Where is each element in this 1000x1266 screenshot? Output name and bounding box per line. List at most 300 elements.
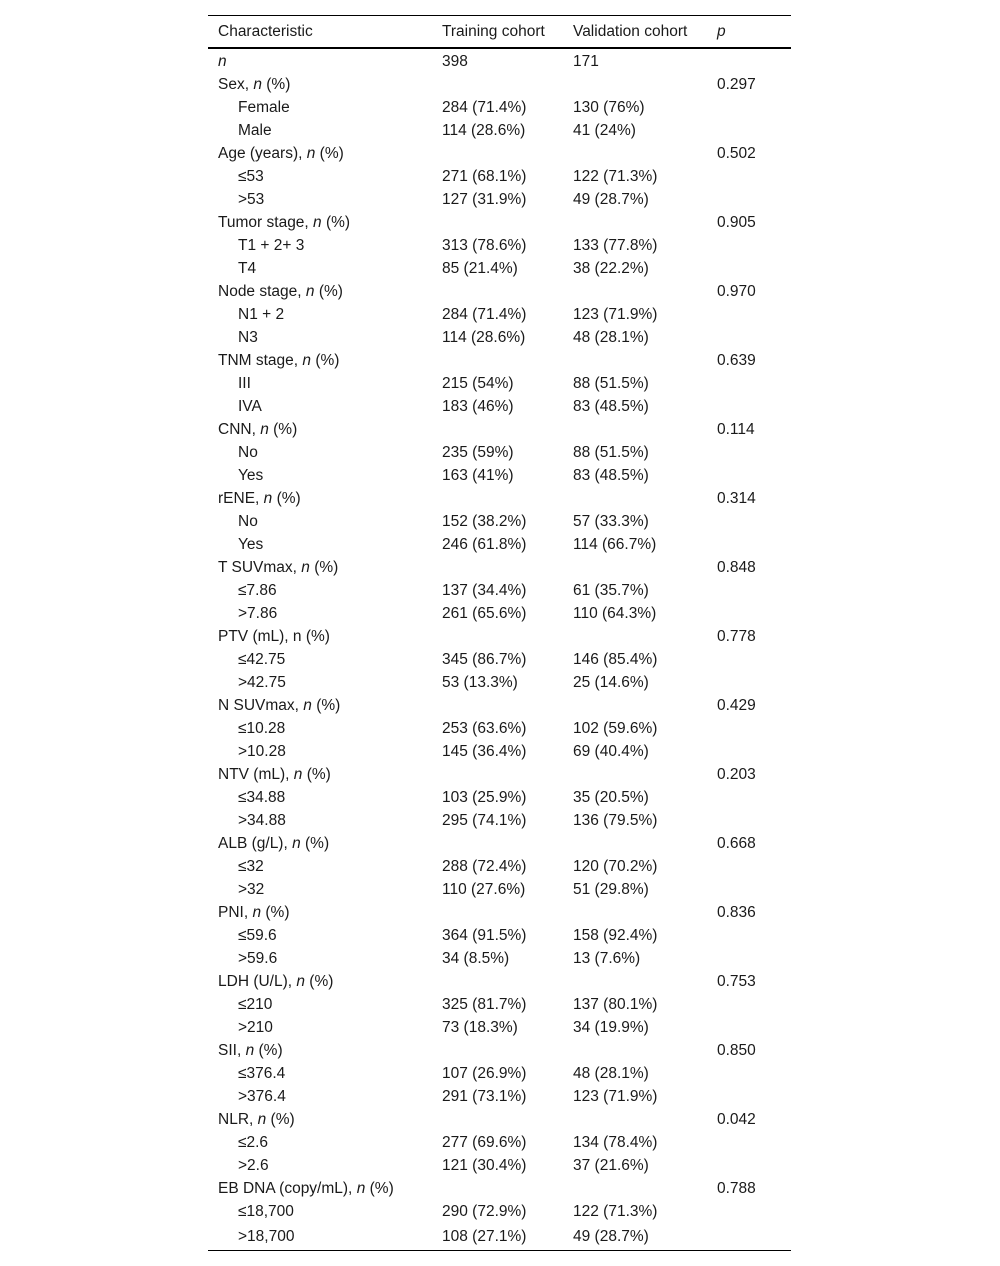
table-group-row	[208, 970, 791, 993]
p-value	[707, 809, 791, 832]
validation-cohort-value: 25 (14.6%)	[573, 674, 649, 691]
characteristic-cell	[208, 556, 432, 579]
characteristic-cell	[208, 257, 432, 280]
validation-cohort-value	[563, 1039, 707, 1062]
table-subgroup-row	[208, 326, 791, 349]
validation-cohort-value: 88 (51.5%)	[573, 375, 649, 392]
table-subgroup-row	[208, 993, 791, 1016]
characteristic-label-suffix: (%)	[300, 835, 330, 852]
p-value	[707, 188, 791, 211]
training-cohort-value: 103 (25.9%)	[442, 789, 527, 806]
characteristic-label: Yes	[238, 536, 264, 553]
table-group-row	[208, 142, 791, 165]
characteristic-label: ≤2.6	[238, 1134, 269, 1151]
training-cohort-value: 145 (36.4%)	[442, 743, 527, 760]
characteristic-label-italic: n	[257, 1111, 267, 1128]
characteristic-label-italic: n	[253, 76, 262, 93]
training-cohort-value: 183 (46%)	[442, 398, 514, 415]
p-value	[707, 1062, 791, 1085]
characteristic-label: rENE,	[218, 490, 264, 507]
training-cohort-value: 108 (27.1%)	[432, 1223, 563, 1251]
p-value	[707, 579, 791, 602]
validation-cohort-value: 88 (51.5%)	[573, 444, 649, 461]
training-cohort-value: 290 (72.9%)	[442, 1203, 527, 1220]
training-cohort-value	[432, 625, 563, 648]
p-value: 0.778	[717, 628, 756, 645]
training-cohort-value	[432, 1177, 563, 1200]
validation-cohort-value: 83 (48.5%)	[573, 467, 649, 484]
characteristic-cell	[208, 280, 432, 303]
characteristic-label-italic: n	[302, 352, 312, 369]
p-value	[707, 1131, 791, 1154]
characteristic-label-italic: n	[306, 145, 316, 162]
characteristic-cell	[208, 142, 432, 165]
training-cohort-value	[432, 280, 563, 303]
table-subgroup-row	[208, 1131, 791, 1154]
validation-cohort-value: 146 (85.4%)	[573, 651, 658, 668]
characteristic-label: PNI,	[218, 904, 253, 921]
characteristic-label: >376.4	[238, 1088, 286, 1105]
table-group-row	[208, 625, 791, 648]
table-body	[208, 48, 791, 1251]
header-training-cohort: Training cohort	[432, 16, 563, 49]
table-group-row	[208, 694, 791, 717]
p-value: 0.970	[717, 283, 756, 300]
p-value: 0.850	[717, 1042, 756, 1059]
training-cohort-value	[432, 1039, 563, 1062]
characteristic-label: Sex,	[218, 76, 254, 93]
characteristic-label: >42.75	[238, 674, 286, 691]
validation-cohort-value	[563, 349, 707, 372]
table-subgroup-row	[208, 234, 791, 257]
validation-cohort-value: 38 (22.2%)	[573, 260, 649, 277]
p-value	[707, 119, 791, 142]
table-subgroup-row	[208, 602, 791, 625]
characteristic-label-italic: n	[303, 697, 312, 714]
characteristic-cell	[208, 1039, 432, 1062]
characteristic-label: Age (years),	[218, 145, 307, 162]
p-value	[707, 510, 791, 533]
training-cohort-value: 215 (54%)	[442, 375, 514, 392]
training-cohort-value	[432, 556, 563, 579]
characteristic-cell	[208, 970, 432, 993]
table-group-row	[208, 1039, 791, 1062]
p-value	[707, 464, 791, 487]
validation-cohort-value: 61 (35.7%)	[573, 582, 649, 599]
training-cohort-value: 291 (73.1%)	[442, 1088, 527, 1105]
training-cohort-value	[432, 349, 563, 372]
characteristic-cell	[208, 947, 432, 970]
characteristic-cell	[208, 924, 432, 947]
characteristic-label-italic: n	[263, 490, 273, 507]
characteristic-label: >10.28	[238, 743, 286, 760]
characteristic-label-suffix: (%)	[254, 1042, 283, 1059]
p-value	[707, 234, 791, 257]
validation-cohort-value: 130 (76%)	[573, 99, 645, 116]
training-cohort-value: 110 (27.6%)	[442, 881, 526, 898]
validation-cohort-value: 49 (28.7%)	[563, 1223, 707, 1251]
training-cohort-value: 398	[442, 53, 468, 70]
validation-cohort-value: 83 (48.5%)	[573, 398, 649, 415]
validation-cohort-value: 34 (19.9%)	[573, 1019, 649, 1036]
table-subgroup-row	[208, 1200, 791, 1223]
p-value	[707, 855, 791, 878]
training-cohort-value	[432, 418, 563, 441]
table-group-row	[208, 1108, 791, 1131]
p-value: 0.668	[717, 835, 756, 852]
characteristic-label-italic: n	[245, 1042, 255, 1059]
table-group-row	[208, 211, 791, 234]
characteristic-cell	[208, 73, 432, 96]
validation-cohort-value	[563, 73, 707, 96]
validation-cohort-value: 122 (71.3%)	[573, 168, 658, 185]
table-group-row	[208, 901, 791, 924]
validation-cohort-value	[563, 694, 707, 717]
p-value	[707, 96, 791, 119]
validation-cohort-value	[563, 625, 707, 648]
characteristic-label: ≤7.86	[238, 582, 277, 599]
validation-cohort-value: 120 (70.2%)	[573, 858, 658, 875]
table-group-row	[208, 763, 791, 786]
characteristic-label: No	[238, 444, 258, 461]
table-subgroup-row	[208, 1085, 791, 1108]
validation-cohort-value: 123 (71.9%)	[573, 306, 658, 323]
characteristic-label-italic: n	[292, 835, 301, 852]
characteristic-cell	[208, 188, 432, 211]
characteristic-label: ≤34.88	[238, 789, 286, 806]
training-cohort-value: 253 (63.6%)	[442, 720, 527, 737]
validation-cohort-value	[563, 1177, 707, 1200]
table-subgroup-row	[208, 372, 791, 395]
characteristic-label-italic: n	[356, 1180, 366, 1197]
characteristic-label-suffix: (%)	[309, 559, 339, 576]
training-cohort-value: 271 (68.1%)	[442, 168, 527, 185]
training-cohort-value: 114 (28.6%)	[442, 329, 526, 346]
characteristic-label: SII,	[218, 1042, 246, 1059]
training-cohort-value: 107 (26.9%)	[442, 1065, 527, 1082]
characteristic-cell	[208, 832, 432, 855]
characteristic-cell	[208, 809, 432, 832]
table-subgroup-row	[208, 809, 791, 832]
p-value	[707, 740, 791, 763]
characteristic-label-italic: n	[218, 53, 227, 70]
characteristic-label-italic: n	[293, 766, 303, 783]
validation-cohort-value: 158 (92.4%)	[573, 927, 658, 944]
characteristic-label: >2.6	[238, 1157, 269, 1174]
characteristic-label: EB DNA (copy/mL),	[218, 1180, 357, 1197]
validation-cohort-value: 114 (66.7%)	[573, 536, 657, 553]
characteristic-label: ≤10.28	[238, 720, 286, 737]
validation-cohort-value	[563, 280, 707, 303]
characteristic-label: Yes	[238, 467, 264, 484]
training-cohort-value: 325 (81.7%)	[442, 996, 527, 1013]
characteristic-label-suffix: (%)	[266, 1111, 295, 1128]
characteristic-label: ≤18,700	[238, 1203, 294, 1220]
table-group-row	[208, 556, 791, 579]
p-value	[707, 648, 791, 671]
training-cohort-value: 284 (71.4%)	[442, 306, 527, 323]
p-value	[707, 1016, 791, 1039]
characteristic-cell	[208, 1108, 432, 1131]
training-cohort-value	[432, 901, 563, 924]
validation-cohort-value	[563, 901, 707, 924]
characteristic-label: N SUVmax,	[218, 697, 304, 714]
characteristic-cell	[208, 349, 432, 372]
characteristic-cell	[208, 901, 432, 924]
training-cohort-value: 163 (41%)	[442, 467, 514, 484]
characteristic-label: IVA	[238, 398, 262, 415]
validation-cohort-value	[563, 970, 707, 993]
characteristics-table-container	[208, 15, 791, 1251]
characteristic-label: LDH (U/L),	[218, 973, 297, 990]
table-group-row	[208, 73, 791, 96]
characteristic-label: III	[238, 375, 251, 392]
training-cohort-value: 85 (21.4%)	[442, 260, 518, 277]
characteristic-label: T4	[238, 260, 257, 277]
characteristic-cell	[208, 694, 432, 717]
characteristic-label-italic: n	[296, 973, 305, 990]
training-cohort-value: 121 (30.4%)	[442, 1157, 527, 1174]
p-value: 0.905	[717, 214, 756, 231]
characteristic-cell	[208, 372, 432, 395]
validation-cohort-value	[563, 487, 707, 510]
characteristic-label: NTV (mL),	[218, 766, 294, 783]
characteristic-label-suffix: (%)	[314, 283, 343, 300]
table-subgroup-row	[208, 533, 791, 556]
characteristic-cell	[208, 1154, 432, 1177]
table-subgroup-row	[208, 1223, 791, 1251]
table-subgroup-row	[208, 119, 791, 142]
validation-cohort-value: 136 (79.5%)	[573, 812, 658, 829]
p-value	[707, 1085, 791, 1108]
characteristic-cell	[208, 487, 432, 510]
characteristic-label: >7.86	[238, 605, 278, 622]
characteristic-label-italic: n	[260, 421, 269, 438]
table-subgroup-row	[208, 165, 791, 188]
header-row	[208, 16, 791, 49]
table-subgroup-row	[208, 303, 791, 326]
table-subgroup-row	[208, 1016, 791, 1039]
table-group-row	[208, 418, 791, 441]
table-subgroup-row	[208, 855, 791, 878]
validation-cohort-value	[563, 763, 707, 786]
characteristic-label-suffix: (%)	[365, 1180, 394, 1197]
p-value: 0.502	[717, 145, 756, 162]
validation-cohort-value: 133 (77.8%)	[573, 237, 658, 254]
p-value	[707, 671, 791, 694]
characteristic-label-suffix: (%)	[261, 904, 290, 921]
p-value	[707, 878, 791, 901]
validation-cohort-value: 37 (21.6%)	[573, 1157, 649, 1174]
characteristic-label-suffix: (%)	[311, 697, 341, 714]
characteristic-label: Node stage,	[218, 283, 306, 300]
training-cohort-value	[432, 142, 563, 165]
characteristic-label: >53	[238, 191, 265, 208]
table-group-row	[208, 487, 791, 510]
characteristic-label: NLR,	[218, 1111, 258, 1128]
characteristic-cell	[208, 533, 432, 556]
p-value	[707, 993, 791, 1016]
validation-cohort-value: 41 (24%)	[573, 122, 636, 139]
characteristic-label-italic: n	[305, 283, 315, 300]
characteristic-label: >210	[238, 1019, 273, 1036]
training-cohort-value: 345 (86.7%)	[442, 651, 527, 668]
p-value	[707, 372, 791, 395]
training-cohort-value: 53 (13.3%)	[442, 674, 518, 691]
table-subgroup-row	[208, 786, 791, 809]
validation-cohort-value	[563, 211, 707, 234]
p-value	[707, 786, 791, 809]
characteristic-label: PTV (mL), n (%)	[218, 628, 330, 645]
table-subgroup-row	[208, 579, 791, 602]
training-cohort-value: 246 (61.8%)	[442, 536, 527, 553]
validation-cohort-value: 57 (33.3%)	[573, 513, 649, 530]
p-value	[707, 303, 791, 326]
characteristic-label-suffix: (%)	[321, 214, 351, 231]
training-cohort-value	[432, 211, 563, 234]
characteristic-cell	[208, 1062, 432, 1085]
validation-cohort-value: 48 (28.1%)	[573, 1065, 649, 1082]
training-cohort-value	[432, 694, 563, 717]
p-value: 0.429	[717, 697, 756, 714]
validation-cohort-value: 123 (71.9%)	[573, 1088, 658, 1105]
characteristic-label-italic: n	[313, 214, 322, 231]
characteristic-label-italic: n	[252, 904, 262, 921]
characteristic-label-suffix: (%)	[302, 766, 331, 783]
p-value: 0.042	[717, 1111, 756, 1128]
training-cohort-value: 235 (59%)	[442, 444, 514, 461]
p-value: 0.753	[717, 973, 756, 990]
characteristic-cell	[208, 855, 432, 878]
p-value	[707, 924, 791, 947]
characteristic-cell	[208, 165, 432, 188]
characteristic-cell	[208, 786, 432, 809]
validation-cohort-value: 51 (29.8%)	[573, 881, 649, 898]
validation-cohort-value: 102 (59.6%)	[573, 720, 658, 737]
p-value: 0.788	[717, 1180, 756, 1197]
characteristic-cell	[208, 96, 432, 119]
training-cohort-value: 261 (65.6%)	[442, 605, 527, 622]
characteristic-cell	[208, 878, 432, 901]
training-cohort-value	[432, 763, 563, 786]
characteristic-label: ≤210	[238, 996, 273, 1013]
training-cohort-value: 152 (38.2%)	[442, 513, 527, 530]
characteristic-cell	[208, 464, 432, 487]
characteristic-label: TNM stage,	[218, 352, 303, 369]
training-cohort-value: 288 (72.4%)	[442, 858, 527, 875]
p-value	[707, 48, 791, 73]
validation-cohort-value: 137 (80.1%)	[573, 996, 658, 1013]
characteristic-label-italic: n	[301, 559, 310, 576]
characteristic-cell	[208, 671, 432, 694]
characteristic-label: ≤42.75	[238, 651, 286, 668]
p-value: 0.639	[717, 352, 756, 369]
training-cohort-value	[432, 73, 563, 96]
validation-cohort-value	[563, 418, 707, 441]
characteristic-cell	[208, 648, 432, 671]
validation-cohort-value: 69 (40.4%)	[573, 743, 649, 760]
characteristic-cell	[208, 625, 432, 648]
training-cohort-value	[432, 832, 563, 855]
training-cohort-value: 313 (78.6%)	[442, 237, 527, 254]
characteristic-cell	[208, 510, 432, 533]
p-value: 0.314	[717, 490, 756, 507]
table-subgroup-row	[208, 441, 791, 464]
characteristic-cell	[208, 1177, 432, 1200]
header-validation-cohort: Validation cohort	[563, 16, 707, 49]
training-cohort-value: 137 (34.4%)	[442, 582, 527, 599]
characteristic-label-suffix: (%)	[261, 76, 291, 93]
p-value: 0.114	[717, 421, 755, 438]
p-value	[707, 1154, 791, 1177]
p-value	[707, 1200, 791, 1223]
header-p-value: p	[707, 16, 791, 49]
characteristic-label: N1 + 2	[238, 306, 285, 323]
table-subgroup-row	[208, 740, 791, 763]
validation-cohort-value	[563, 832, 707, 855]
table-subgroup-row	[208, 257, 791, 280]
training-cohort-value	[432, 970, 563, 993]
characteristic-cell	[208, 1016, 432, 1039]
training-cohort-value: 284 (71.4%)	[442, 99, 527, 116]
characteristics-table	[208, 15, 791, 1251]
characteristic-label-suffix: (%)	[305, 973, 334, 990]
characteristic-cell	[208, 1131, 432, 1154]
characteristic-label: ALB (g/L),	[218, 835, 293, 852]
training-cohort-value	[432, 1108, 563, 1131]
validation-cohort-value: 35 (20.5%)	[573, 789, 649, 806]
p-value	[707, 602, 791, 625]
characteristic-label: CNN,	[218, 421, 261, 438]
table-group-row	[208, 349, 791, 372]
p-value: 0.297	[717, 76, 756, 93]
p-value: 0.848	[717, 559, 756, 576]
p-value	[707, 257, 791, 280]
table-count-row	[208, 48, 791, 73]
characteristic-cell	[208, 48, 432, 73]
validation-cohort-value	[563, 142, 707, 165]
validation-cohort-value	[563, 556, 707, 579]
training-cohort-value: 73 (18.3%)	[442, 1019, 518, 1036]
p-value: 0.203	[717, 766, 756, 783]
characteristic-label-suffix: (%)	[268, 421, 298, 438]
table-subgroup-row	[208, 924, 791, 947]
training-cohort-value: 34 (8.5%)	[442, 950, 510, 967]
table-group-row	[208, 280, 791, 303]
p-value	[707, 326, 791, 349]
characteristic-label: ≤59.6	[238, 927, 277, 944]
characteristic-label: >32	[238, 881, 265, 898]
characteristic-cell	[208, 395, 432, 418]
characteristic-cell	[208, 418, 432, 441]
table-header	[208, 16, 791, 49]
table-subgroup-row	[208, 464, 791, 487]
training-cohort-value: 295 (74.1%)	[442, 812, 527, 829]
characteristic-label-suffix: (%)	[311, 352, 340, 369]
characteristic-cell	[208, 1223, 432, 1251]
table-subgroup-row	[208, 878, 791, 901]
validation-cohort-value: 13 (7.6%)	[573, 950, 641, 967]
characteristic-label: ≤53	[238, 168, 264, 185]
characteristic-cell	[208, 993, 432, 1016]
table-group-row	[208, 1177, 791, 1200]
p-value	[707, 533, 791, 556]
p-value	[707, 1223, 791, 1251]
header-characteristic: Characteristic	[208, 16, 432, 49]
p-value: 0.836	[717, 904, 756, 921]
characteristic-cell	[208, 326, 432, 349]
training-cohort-value	[432, 487, 563, 510]
